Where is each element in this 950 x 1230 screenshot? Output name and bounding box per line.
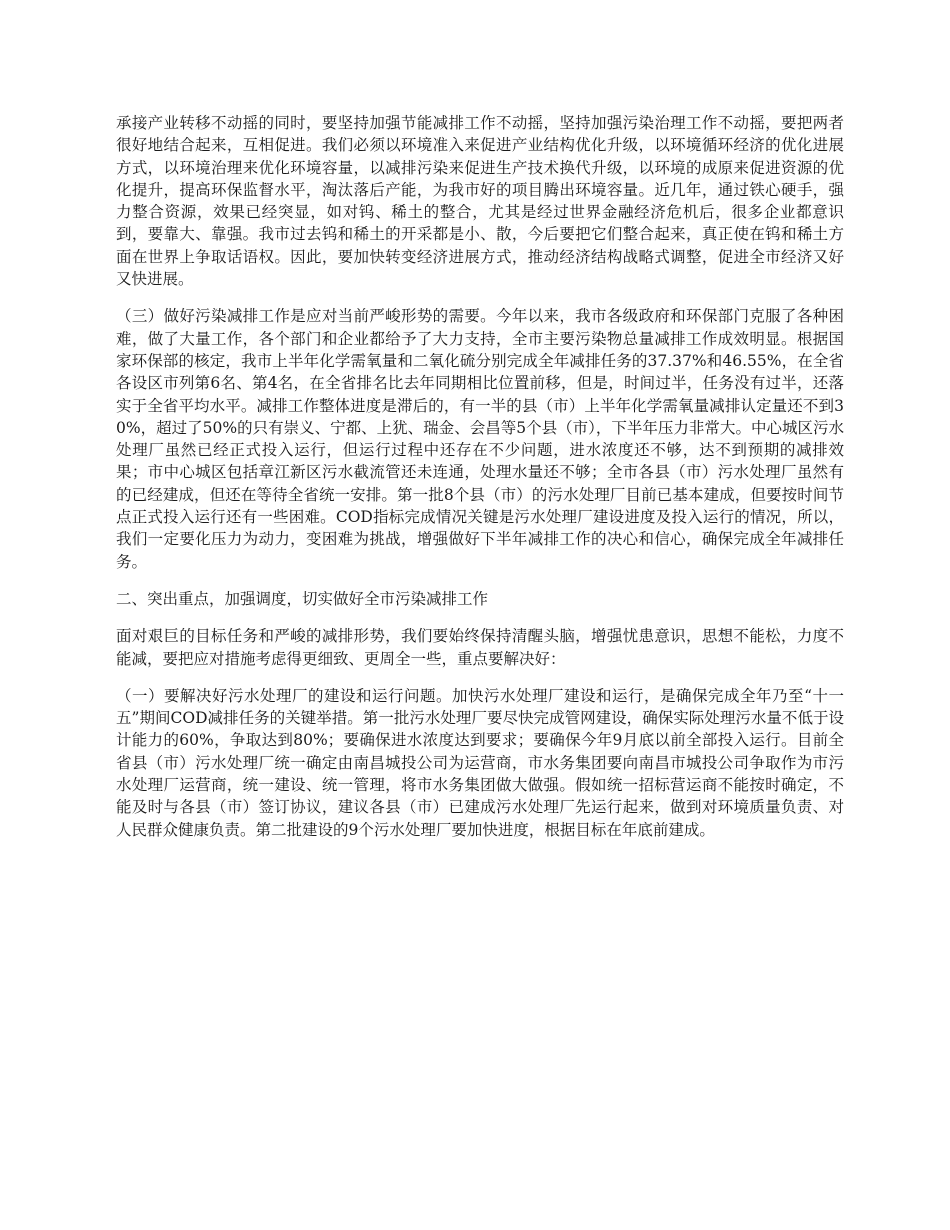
paragraph-industry-transfer: 承接产业转移不动摇的同时，要坚持加强节能减排工作不动摇，坚持加强污染治理工作不动摇，要把两者很好地结合起来，互相促进。我们必须以环境准入来促进产业结构优化升级，以环境循环经济的优化进展方式，以环境治理来优化环境容量，以减排污染来促进生产技术换代升级，以环境的成原来促进资源的优化提升，提高环保监督水平，淘汰落后产能，为我市好的项目腾出环境容量。近几年，通过铁心硬手，强力整合资源，效果已经突显，如对钨、稀土的整合，尤其是经过世界金融经济危机后，很多企业都意识到，要靠大、靠强。我市过去钨和稀土的开采都是小、散，今后要把它们整合起来，真正使在钨和稀土方面在世界上争取话语权。因此，要加快转变经济进展方式，推动经济结构战略式调整，促进全市经济又好又快进展。 <box>116 114 844 289</box>
paragraph-measures-intro: 面对艰巨的目标任务和严峻的减排形势，我们要始终保持清醒头脑，增强忧患意识，思想不能松，力度不能减，要把应对措施考虑得更细致、更周全一些，重点要解决好： <box>116 627 844 668</box>
document-body <box>116 112 844 856</box>
paragraph-sewage-plant-construction: （一）要解决好污水处理厂的建设和运行问题。加快污水处理厂建设和运行，是确保完成全年乃至“十一五”期间COD减排任务的关键举措。第一批污水处理厂要尽快完成管网建设，确保实际处理污水量不低于设计能力的60%，争取达到80%；要确保进水浓度达到要求；要确保今年9月底以前全部投入运行。目前全省县（市）污水处理厂统一确定由南昌城投公司为运营商，市水务集团要向南昌市城投公司争取作为市污水处理厂运营商，统一建设、统一管理，将市水务集团做大做强。假如统一招标营运商不能按时确定，不能及时与各县（市）签订协议，建议各县（市）已建成污水处理厂先运行起来，做到对环境质量负责、对人民群众健康负责。第二批建设的9个污水处理厂要加快进度，根据目标在年底前建成。 <box>116 686 844 839</box>
paragraph-emission-reduction-situation: （三）做好污染减排工作是应对当前严峻形势的需要。今年以来，我市各级政府和环保部门克服了各种困难，做了大量工作，各个部门和企业都给予了大力支持，全市主要污染物总量减排工作成效明显。根据国家环保部的核定，我市上半年化学需氧量和二氧化硫分别完成全年减排任务的37.37%和46.55%，在全省各设区市列第6名、第4名，在全省排名比去年同期相比位置前移，但是，时间过半，任务没有过半，还落实于全省平均水平。减排工作整体进度是滞后的，有一半的县（市）上半年化学需氧量减排认定量还不到30%，超过了50%的只有崇义、宁都、上犹、瑞金、会昌等5个县（市），下半年压力非常大。中心城区污水处理厂虽然已经正式投入运行，但运行过程中还存在不少问题，进水浓度还不够，达不到预期的减排效果；市中心城区包括章江新区污水截流管还未连通，处理水量还不够；全市各县（市）污水处理厂虽然有的已经建成，但还在等待全省统一安排。第一批8个县（市）的污水处理厂目前已基本建成，但要按时间节点正式投入运行还有一些困难。COD指标完成情况关键是污水处理厂建设进度及投入运行的情况，所以，我们一定要化压力为动力，变困难为挑战，增强做好下半年减排工作的决心和信心，确保完成全年减排任务。 <box>116 307 844 571</box>
section-heading-key-points: 二、突出重点，加强调度，切实做好全市污染减排工作 <box>116 589 489 608</box>
